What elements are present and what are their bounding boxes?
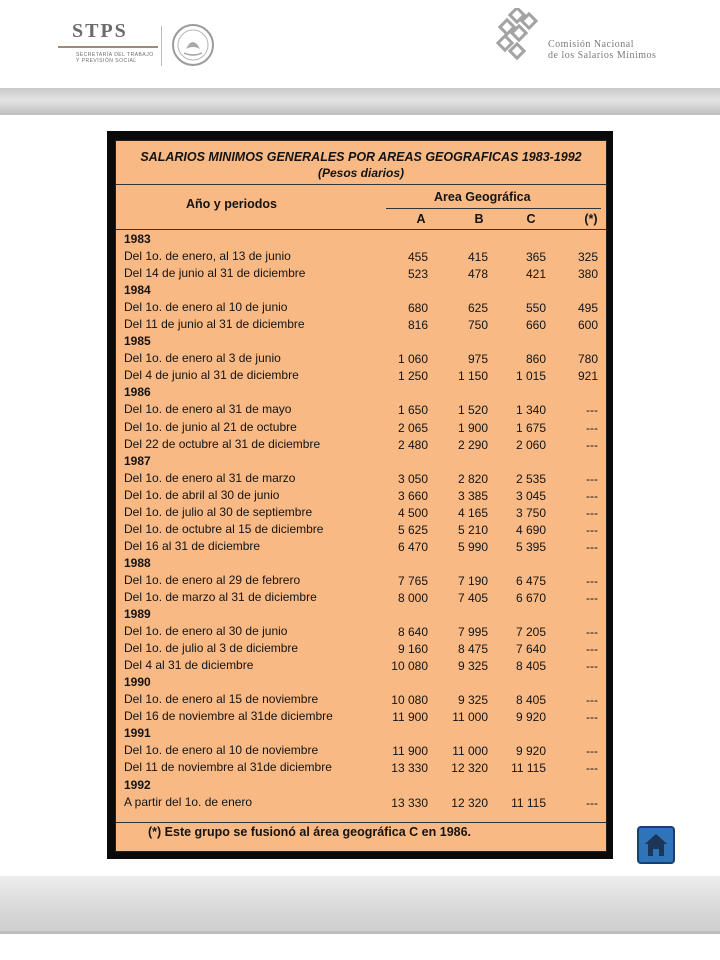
value-d: --- — [586, 471, 598, 486]
year-row — [116, 606, 606, 623]
period-label: Del 1o. de enero al 31 de mayo — [124, 402, 292, 417]
home-icon — [639, 828, 673, 862]
cnsm-name-line-1: Comisión Nacional — [548, 39, 634, 50]
value-c: 6 475 — [515, 573, 546, 588]
header-rule-top — [116, 184, 606, 185]
stps-subtitle-1: SECRETARÍA DEL TRABAJO — [76, 52, 154, 58]
value-b: 11 000 — [452, 744, 488, 759]
table-row — [116, 759, 606, 776]
value-b: 1 150 — [457, 369, 488, 384]
header-rule-bottom — [116, 229, 606, 230]
table-row — [116, 316, 606, 333]
value-a: 13 330 — [391, 761, 428, 776]
year-row — [116, 333, 606, 350]
value-d: --- — [586, 590, 598, 605]
table-row — [116, 470, 606, 487]
column-header-a: A — [416, 212, 426, 226]
value-c: 660 — [525, 318, 546, 333]
value-a: 1 060 — [397, 352, 428, 367]
table-row — [116, 248, 606, 265]
stps-title: STPS — [72, 20, 128, 42]
value-c: 860 — [525, 352, 546, 367]
cnsm-emblem-icon — [494, 8, 546, 64]
value-c: 365 — [525, 250, 546, 265]
value-d: --- — [586, 488, 598, 503]
table-row — [116, 521, 606, 538]
value-a: 10 080 — [391, 659, 428, 674]
year-label: 1990 — [124, 675, 151, 690]
value-a: 680 — [407, 301, 428, 316]
stps-subtitle-2: Y PREVISIÓN SOCIAL — [76, 58, 137, 64]
cnsm-name-line-2: de los Salarios Mínimos — [548, 50, 657, 61]
period-label: Del 1o. de enero al 29 de febrero — [124, 572, 301, 587]
value-c: 9 920 — [515, 710, 546, 725]
value-a: 10 080 — [391, 693, 428, 708]
value-a: 9 160 — [397, 642, 428, 657]
area-header-rule — [386, 208, 601, 209]
value-a: 3 050 — [397, 471, 428, 486]
year-row — [116, 231, 606, 248]
value-d: --- — [586, 710, 598, 725]
year-label: 1989 — [124, 607, 151, 622]
value-b: 3 385 — [457, 488, 488, 503]
value-b: 7 405 — [457, 590, 488, 605]
year-row — [116, 777, 606, 794]
table-title: SALARIOS MINIMOS GENERALES POR AREAS GEOGRAFICAS 1983-1992 — [140, 150, 582, 164]
value-c: 2 535 — [515, 471, 546, 486]
value-d: --- — [586, 693, 598, 708]
period-label: Del 4 al 31 de diciembre — [124, 658, 254, 673]
period-label: Del 1o. de julio al 3 de diciembre — [124, 641, 299, 656]
table-row — [116, 623, 606, 640]
table-footnote: (*) Este grupo se fusionó al área geográfica C en 1986. — [148, 825, 472, 839]
column-header-c: C — [526, 212, 536, 226]
value-b: 5 210 — [457, 522, 488, 537]
period-label: Del 1o. de enero al 3 de junio — [124, 351, 281, 366]
year-row — [116, 555, 606, 572]
value-c: 5 395 — [515, 539, 546, 554]
period-label: Del 1o. de enero al 31 de marzo — [124, 470, 296, 485]
period-label: Del 14 de junio al 31 de diciembre — [124, 266, 306, 281]
year-row — [116, 725, 606, 742]
value-b: 478 — [467, 267, 488, 282]
year-label: 1987 — [124, 453, 151, 468]
year-label: 1988 — [124, 555, 151, 570]
value-b: 2 820 — [457, 471, 488, 486]
value-a: 523 — [407, 267, 428, 282]
value-c: 3 045 — [515, 488, 546, 503]
value-d: 600 — [577, 318, 598, 333]
table-row — [116, 657, 606, 674]
value-d: --- — [586, 522, 598, 537]
period-label: Del 1o. de octubre al 15 de diciembre — [124, 521, 324, 536]
year-label: 1992 — [124, 777, 151, 792]
value-a: 6 470 — [397, 539, 428, 554]
value-d: --- — [586, 761, 598, 776]
value-c: 550 — [525, 301, 546, 316]
value-c: 11 115 — [511, 761, 546, 776]
year-label: 1986 — [124, 385, 151, 400]
national-seal-icon — [171, 23, 215, 67]
table-row — [116, 708, 606, 725]
value-a: 3 660 — [397, 488, 428, 503]
value-b: 1 520 — [457, 403, 488, 418]
table-row — [116, 487, 606, 504]
value-a: 8 640 — [397, 625, 428, 640]
table-row — [116, 742, 606, 759]
value-c: 1 675 — [515, 420, 546, 435]
value-b: 415 — [467, 250, 488, 265]
period-label: Del 1o. de enero al 10 de junio — [124, 300, 288, 315]
value-d: --- — [586, 659, 598, 674]
value-d: --- — [586, 744, 598, 759]
value-a: 816 — [407, 318, 428, 333]
period-label: A partir del 1o. de enero — [124, 794, 253, 809]
year-row — [116, 674, 606, 691]
table-row — [116, 436, 606, 453]
table-row — [116, 589, 606, 606]
value-c: 6 670 — [515, 590, 546, 605]
home-button[interactable] — [637, 826, 675, 864]
column-header-area: Area Geográfica — [434, 190, 531, 204]
table-row — [116, 538, 606, 555]
value-d: 380 — [577, 267, 598, 282]
value-b: 625 — [467, 301, 488, 316]
stps-rule — [58, 46, 158, 48]
value-b: 975 — [467, 352, 488, 367]
value-a: 4 500 — [397, 505, 428, 520]
table-row — [116, 265, 606, 282]
top-band — [0, 88, 720, 115]
year-row — [116, 453, 606, 470]
value-b: 9 325 — [457, 659, 488, 674]
scanned-table — [115, 140, 607, 852]
year-row — [116, 282, 606, 299]
period-label: Del 1o. de enero al 15 de noviembre — [124, 692, 319, 707]
value-a: 2 480 — [397, 437, 428, 452]
period-label: Del 1o. de abril al 30 de junio — [124, 487, 280, 502]
period-label: Del 1o. de julio al 30 de septiembre — [124, 504, 313, 519]
page-header — [0, 0, 720, 88]
value-c: 2 060 — [515, 437, 546, 452]
footnote-rule — [116, 822, 606, 823]
value-d: --- — [586, 642, 598, 657]
year-label: 1984 — [124, 283, 151, 298]
value-c: 4 690 — [515, 522, 546, 537]
stps-logo — [58, 10, 258, 70]
value-c: 9 920 — [515, 744, 546, 759]
table-row — [116, 367, 606, 384]
period-label: Del 1o. de enero al 30 de junio — [124, 624, 288, 639]
year-label: 1991 — [124, 726, 151, 741]
value-c: 1 340 — [515, 403, 546, 418]
table-row — [116, 419, 606, 436]
value-a: 11 900 — [392, 710, 428, 725]
value-b: 4 165 — [457, 505, 488, 520]
value-a: 455 — [407, 250, 428, 265]
value-d: --- — [586, 420, 598, 435]
value-b: 9 325 — [457, 693, 488, 708]
period-label: Del 1o. de marzo al 31 de diciembre — [124, 589, 317, 604]
column-header-b: B — [474, 212, 484, 226]
value-d: --- — [586, 573, 598, 588]
table-row — [116, 401, 606, 418]
logo-divider — [161, 26, 162, 66]
value-c: 3 750 — [515, 505, 546, 520]
value-d: --- — [586, 539, 598, 554]
value-c: 11 115 — [511, 795, 546, 810]
column-header-other: (*) — [584, 212, 598, 226]
bottom-band — [0, 876, 720, 931]
table-row — [116, 794, 606, 811]
value-c: 421 — [525, 267, 546, 282]
period-label: Del 1o. de enero, al 13 de junio — [124, 249, 291, 264]
value-b: 12 320 — [451, 795, 488, 810]
value-d: 780 — [577, 352, 598, 367]
cnsm-logo — [494, 8, 684, 68]
value-a: 11 900 — [392, 744, 428, 759]
value-d: --- — [586, 795, 598, 810]
table-row — [116, 299, 606, 316]
table-row — [116, 504, 606, 521]
table-subtitle: (Pesos diarios) — [317, 166, 405, 180]
column-header-year: Año y periodos — [186, 197, 277, 211]
value-c: 8 405 — [515, 693, 546, 708]
scanned-table-frame — [107, 131, 613, 859]
value-a: 2 065 — [397, 420, 428, 435]
period-label: Del 1o. de enero al 10 de noviembre — [124, 743, 319, 758]
value-a: 8 000 — [397, 590, 428, 605]
value-d: 325 — [577, 250, 598, 265]
period-label: Del 11 de junio al 31 de diciembre — [124, 317, 305, 332]
table-body — [116, 231, 606, 811]
table-row — [116, 691, 606, 708]
period-label: Del 11 de noviembre al 31de diciembre — [124, 760, 332, 775]
value-c: 8 405 — [515, 659, 546, 674]
value-b: 7 995 — [457, 625, 488, 640]
value-b: 7 190 — [457, 573, 488, 588]
year-label: 1985 — [124, 334, 151, 349]
value-d: --- — [586, 437, 598, 452]
value-a: 5 625 — [397, 522, 428, 537]
period-label: Del 4 de junio al 31 de diciembre — [124, 368, 299, 383]
value-d: 495 — [577, 301, 598, 316]
period-label: Del 16 de noviembre al 31de diciembre — [124, 709, 333, 724]
value-b: 11 000 — [452, 710, 488, 725]
table-row — [116, 350, 606, 367]
value-d: --- — [586, 403, 598, 418]
value-b: 2 290 — [457, 437, 488, 452]
value-b: 8 475 — [457, 642, 488, 657]
year-label: 1983 — [124, 232, 151, 246]
value-b: 5 990 — [457, 539, 488, 554]
table-row — [116, 572, 606, 589]
period-label: Del 16 al 31 de diciembre — [124, 538, 261, 553]
period-label: Del 1o. de junio al 21 de octubre — [124, 419, 297, 434]
value-a: 13 330 — [391, 795, 428, 810]
value-c: 7 640 — [515, 642, 546, 657]
value-c: 1 015 — [515, 369, 546, 384]
table-row — [116, 640, 606, 657]
value-a: 7 765 — [397, 573, 428, 588]
period-label: Del 22 de octubre al 31 de diciembre — [124, 436, 321, 451]
value-d: 921 — [577, 369, 598, 384]
value-b: 1 900 — [457, 420, 488, 435]
value-d: --- — [586, 625, 598, 640]
value-c: 7 205 — [515, 625, 546, 640]
value-b: 12 320 — [451, 761, 488, 776]
value-b: 750 — [467, 318, 488, 333]
value-a: 1 650 — [397, 403, 428, 418]
value-d: --- — [586, 505, 598, 520]
year-row — [116, 384, 606, 401]
value-a: 1 250 — [397, 369, 428, 384]
